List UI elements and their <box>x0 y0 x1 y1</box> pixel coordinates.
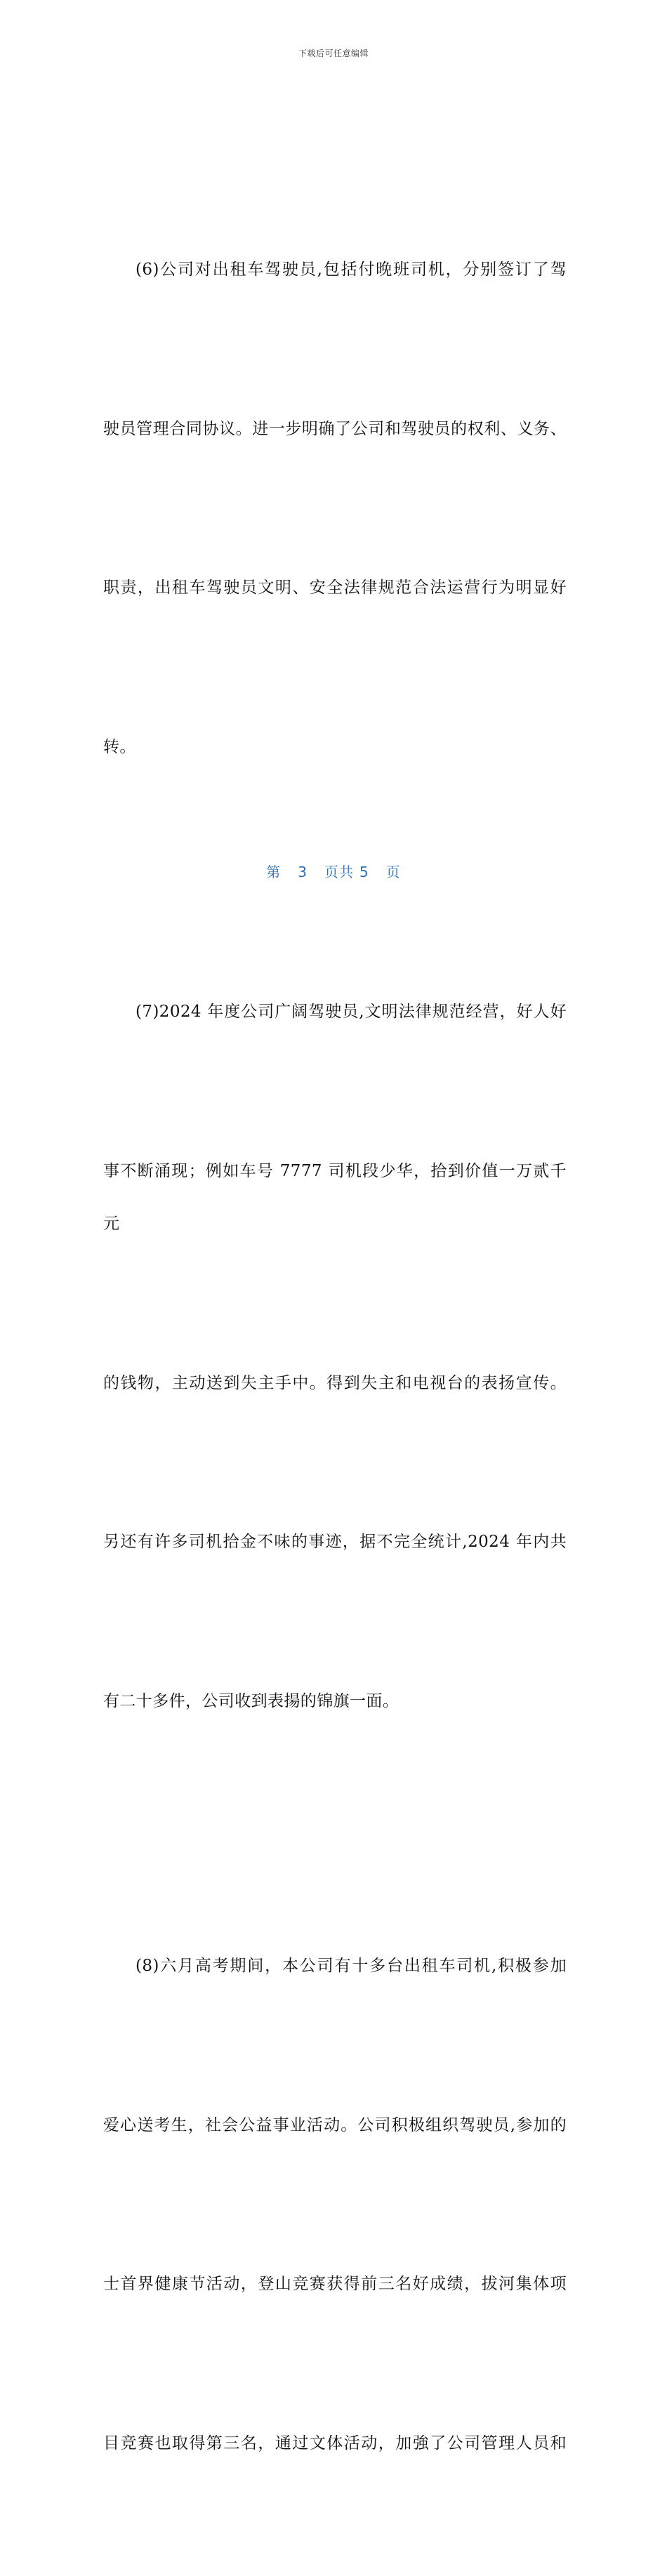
total-pages-number: 5 <box>359 864 369 880</box>
document-body <box>103 138 567 2576</box>
current-page-number: 3 <box>298 864 308 880</box>
page-footer <box>0 861 667 881</box>
paragraph-line: (8)六月高考期间，本公司有十多台出租车司机,积极参加 <box>136 1957 567 1975</box>
paragraph-line: (7)2024 年度公司广阔驾驶员,文明法律规范经营，好人好 <box>136 1003 567 1021</box>
paragraph-line: 事不断涌现；例如车号 7777 司机段少华，拾到价值一万贰千元 <box>103 1161 567 1233</box>
paragraph-line: 职责，出租车驾驶员文明、安全法律规范合法运营行为明显好 <box>103 579 567 597</box>
paragraph-line: 目竞赛也取得第三名，通过文体活动，加強了公司管理人员和 <box>103 2433 567 2452</box>
paragraph-line: 士首界健康节活动，登山竞赛获得前三名好成绩，拔河集体项 <box>103 2275 567 2293</box>
paragraph-line: 转。 <box>103 737 136 756</box>
paragraph-6 <box>103 138 567 880</box>
footer-prefix: 第 <box>266 864 282 880</box>
footer-middle: 页共 <box>324 864 354 880</box>
paragraph-line: 有二十多件，公司收到表揚的锦旗一面。 <box>103 1691 399 1710</box>
paragraph-line: 爱心送考生，社会公益事业活动。公司积极组织驾驶员,参加的 <box>103 2115 567 2134</box>
paragraph-line: 的钱物，主动送到失主手中。得到失主和电视台的表扬宣传。 <box>103 1373 567 1392</box>
header-note: 下载后可任意编辑 <box>298 48 369 58</box>
paragraph-8 <box>103 1834 567 2576</box>
paragraph-7 <box>103 880 567 1834</box>
footer-suffix: 页 <box>385 864 401 880</box>
paragraph-line: (6)公司对出租车驾驶员,包括付晚班司机，分别签订了驾 <box>136 260 567 279</box>
paragraph-line: 另还有许多司机拾金不味的事迹，据不完全统计,2024 年内共 <box>103 1533 567 1551</box>
paragraph-line: 驶员管理合同协议。进一步明确了公司和驾驶员的权利、义务、 <box>103 419 567 438</box>
